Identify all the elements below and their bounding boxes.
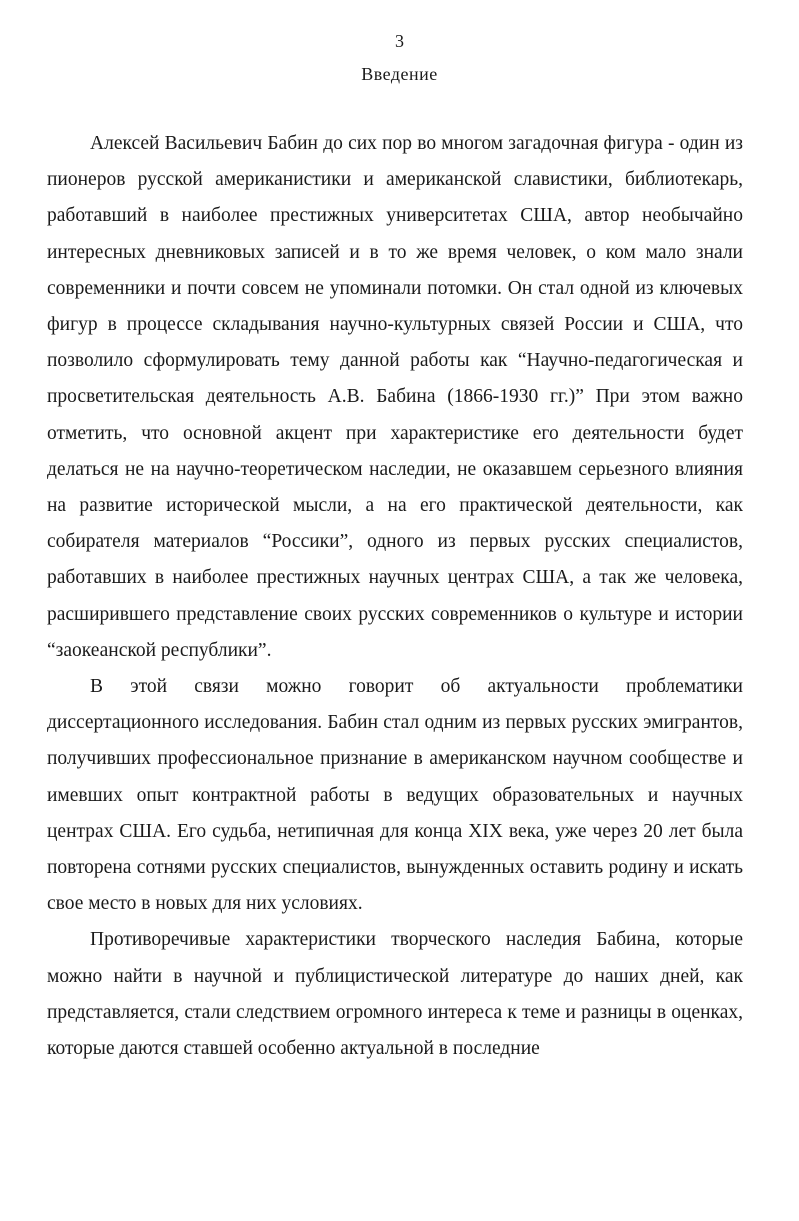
page-number: 3 bbox=[395, 31, 404, 51]
paragraph-3: Противоречивые характеристики творческого наследия Бабина, которые можно найти в научной и публицистической литературе до наших дней, как представляется, стали следствием огромного интереса к теме и разницы в оценках, которые даются ставшей особенно актуальной в последние bbox=[47, 929, 743, 1060]
paragraph-2: В этой связи можно говорит об актуальности проблематики диссертационного исследования. Бабин стал одним из первых русских эмигрантов, получивших профессиональное признание в американском научном сообществе и имевших опыт контрактной работы в ведущих образовательных и научных центрах США. Его судьба, нетипичная для конца XIX века, уже через 20 лет была повторена сотнями русских специалистов, вынужденных оставить родину и искать свое место в новых для них условиях. bbox=[47, 676, 743, 915]
body-text bbox=[47, 126, 743, 1067]
paragraph-1: Алексей Васильевич Бабин до сих пор во многом загадочная фигура - один из пионеров русской американистики и американской славистики, библиотекарь, работавший в наиболее престижных университетах США, автор необычайно интересных дневниковых записей и в то же время человек, о ком мало знали современники и почти совсем не упоминали потомки. Он стал одной из ключевых фигур в процессе складывания научно-культурных связей России и США, что позволило сформулировать тему данной работы как “Научно-педагогическая и просветительская деятельность А.В. Бабина (1866-1930 гг.)” При этом важно отметить, что основной акцент при характеристике его деятельности будет делаться не на научно-теоретическом наследии, не оказавшем серьезного влияния на развитие исторической мысли, а на его практической деятельности, как собирателя материалов “Россики”, одного из первых русских специалистов, работавших в наиболее престижных научных центрах США, а так же человека, расширившего представление своих русских современников о культуре и истории “заокеанской республики”. bbox=[47, 133, 743, 661]
section-title: Введение bbox=[361, 64, 438, 84]
